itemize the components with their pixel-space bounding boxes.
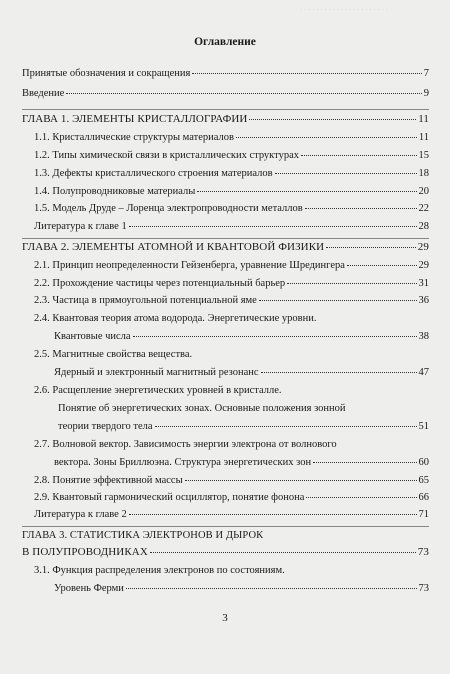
toc-entry-introduction[interactable] bbox=[22, 87, 429, 100]
toc-entry-title: Уровень Ферми bbox=[54, 583, 124, 594]
dot-leader bbox=[306, 497, 416, 498]
toc-entry-1-3[interactable] bbox=[34, 167, 429, 180]
toc-entry-page: 36 bbox=[418, 295, 429, 306]
toc-entry-page: 7 bbox=[423, 68, 429, 79]
dot-leader bbox=[185, 480, 417, 481]
toc-entry-title: 2.1. Принцип неопределенности Гейзенберга, уравнение Шредингера bbox=[34, 260, 345, 271]
toc-entry-2-3[interactable] bbox=[34, 294, 429, 307]
dot-leader bbox=[347, 265, 417, 266]
toc-chapter-3-line1[interactable]: ГЛАВА 3. СТАТИСТИКА ЭЛЕКТРОНОВ И ДЫРОК bbox=[22, 530, 264, 541]
dot-leader bbox=[150, 552, 416, 553]
toc-entry-page: 18 bbox=[418, 168, 429, 179]
toc-entry-1-2[interactable] bbox=[34, 149, 429, 162]
page-title: Оглавление bbox=[194, 36, 256, 48]
toc-entry-2-6[interactable] bbox=[58, 420, 429, 433]
toc-entry-2-5-line1[interactable]: 2.5. Магнитные свойства вещества. bbox=[34, 349, 193, 360]
toc-entry-page: 22 bbox=[418, 203, 429, 214]
toc-entry-title: теории твердого тела bbox=[58, 421, 153, 432]
dot-leader bbox=[66, 93, 421, 94]
toc-entry-title: 2.8. Понятие эффективной массы bbox=[34, 475, 183, 486]
toc-entry-page: 66 bbox=[418, 492, 429, 503]
toc-entry-title: Принятые обозначения и сокращения bbox=[22, 68, 191, 79]
toc-entry-2-9[interactable] bbox=[34, 491, 429, 504]
toc-entry-3-1-line1[interactable]: 3.1. Функция распределения электронов по состояниям. bbox=[34, 565, 285, 576]
toc-entry-page: 31 bbox=[418, 278, 429, 289]
toc-entry-page: 15 bbox=[418, 150, 429, 161]
toc-entry-2-7[interactable] bbox=[54, 456, 429, 469]
dot-leader bbox=[155, 426, 417, 427]
dot-leader bbox=[236, 137, 417, 138]
toc-entry-title: Квантовые числа bbox=[54, 331, 131, 342]
toc-entry-title: 1.5. Модель Друде – Лоренца электропроводности металлов bbox=[34, 203, 303, 214]
toc-entry-title: В ПОЛУПРОВОДНИКАХ bbox=[22, 546, 148, 558]
toc-entry-references-2[interactable] bbox=[34, 508, 429, 521]
toc-entry-references-1[interactable] bbox=[34, 220, 429, 233]
toc-entry-title: 2.3. Частица в прямоугольной потенциальной яме bbox=[34, 295, 257, 306]
dot-leader bbox=[129, 226, 417, 227]
toc-entry-1-4[interactable] bbox=[34, 185, 429, 198]
toc-entry-title: 1.3. Дефекты кристаллического строения материалов bbox=[34, 168, 273, 179]
dot-leader bbox=[326, 247, 416, 248]
toc-entry-title: ГЛАВА 1. ЭЛЕМЕНТЫ КРИСТАЛЛОГРАФИИ bbox=[22, 113, 248, 125]
dot-leader bbox=[259, 300, 417, 301]
toc-entry-page: 38 bbox=[418, 331, 429, 342]
separator-line bbox=[22, 109, 429, 110]
dot-leader bbox=[305, 208, 417, 209]
toc-entry-page: 71 bbox=[418, 509, 429, 520]
dot-leader bbox=[192, 73, 421, 74]
toc-entry-title: Введение bbox=[22, 88, 65, 99]
toc-entry-page: 29 bbox=[417, 241, 429, 253]
toc-entry-title: 1.4. Полупроводниковые материалы bbox=[34, 186, 196, 197]
toc-entry-title: Литература к главе 1 bbox=[34, 221, 127, 232]
separator-line bbox=[22, 526, 429, 527]
toc-entry-title: Литература к главе 2 bbox=[34, 509, 127, 520]
toc-entry-page: 28 bbox=[418, 221, 429, 232]
toc-chapter-3[interactable] bbox=[22, 546, 429, 559]
toc-entry-page: 73 bbox=[418, 583, 429, 594]
toc-entry-2-5[interactable] bbox=[54, 366, 429, 379]
dot-leader bbox=[126, 588, 417, 589]
separator-line bbox=[22, 238, 429, 239]
toc-entry-page: 47 bbox=[418, 367, 429, 378]
toc-entry-2-7-line1[interactable]: 2.7. Волновой вектор. Зависимость энергии электрона от волнового bbox=[34, 439, 337, 450]
toc-entry-title: 1.1. Кристаллические структуры материалов bbox=[34, 132, 234, 143]
toc-chapter-2[interactable] bbox=[22, 241, 429, 254]
toc-entry-title: 1.2. Типы химической связи в кристаллических структурах bbox=[34, 150, 300, 161]
toc-entry-page: 20 bbox=[418, 186, 429, 197]
dot-leader bbox=[301, 155, 416, 156]
dot-leader bbox=[287, 283, 416, 284]
toc-entry-page: 51 bbox=[418, 421, 429, 432]
toc-chapter-1[interactable] bbox=[22, 113, 429, 126]
dot-leader bbox=[197, 191, 416, 192]
dot-leader bbox=[275, 173, 417, 174]
toc-entry-page: 29 bbox=[418, 260, 429, 271]
toc-entry-2-6-line2[interactable]: Понятие об энергетических зонах. Основные положения зонной bbox=[58, 403, 346, 414]
toc-entry-abbreviations[interactable] bbox=[22, 67, 429, 80]
toc-entry-1-1[interactable] bbox=[34, 131, 429, 144]
toc-entry-2-6-line1[interactable]: 2.6. Расщепление энергетических уровней в кристалле. bbox=[34, 385, 282, 396]
toc-entry-page: 73 bbox=[417, 546, 429, 558]
toc-entry-page: 65 bbox=[418, 475, 429, 486]
toc-entry-page: 11 bbox=[418, 132, 429, 143]
toc-entry-page: 60 bbox=[418, 457, 429, 468]
toc-entry-title: Ядерный и электронный магнитный резонанс bbox=[54, 367, 259, 378]
toc-entry-3-1[interactable] bbox=[54, 582, 429, 595]
toc-entry-1-5[interactable] bbox=[34, 202, 429, 215]
toc-entry-2-4-line1[interactable]: 2.4. Квантовая теория атома водорода. Энергетические уровни. bbox=[34, 313, 317, 324]
toc-entry-page: 11 bbox=[418, 113, 429, 125]
page-number: 3 bbox=[222, 612, 228, 624]
dot-leader bbox=[261, 372, 417, 373]
toc-entry-title: 2.9. Квантовый гармонический осциллятор, понятие фонона bbox=[34, 492, 305, 503]
dot-leader bbox=[313, 462, 416, 463]
dot-leader bbox=[133, 336, 417, 337]
dot-leader bbox=[249, 119, 416, 120]
dot-leader bbox=[129, 514, 417, 515]
toc-entry-2-2[interactable] bbox=[34, 277, 429, 290]
toc-entry-2-4[interactable] bbox=[54, 330, 429, 343]
toc-entry-2-8[interactable] bbox=[34, 474, 429, 487]
toc-entry-page: 9 bbox=[423, 88, 429, 99]
bleed-through-text: · · · · · · · · · · · · · · · · · · · · · · bbox=[300, 6, 389, 14]
toc-entry-2-1[interactable] bbox=[34, 259, 429, 272]
toc-entry-title: вектора. Зоны Бриллюэна. Структура энергетических зон bbox=[54, 457, 312, 468]
toc-entry-title: ГЛАВА 2. ЭЛЕМЕНТЫ АТОМНОЙ И КВАНТОВОЙ ФИЗИКИ bbox=[22, 241, 325, 253]
toc-entry-title: 2.2. Прохождение частицы через потенциальный барьер bbox=[34, 278, 286, 289]
